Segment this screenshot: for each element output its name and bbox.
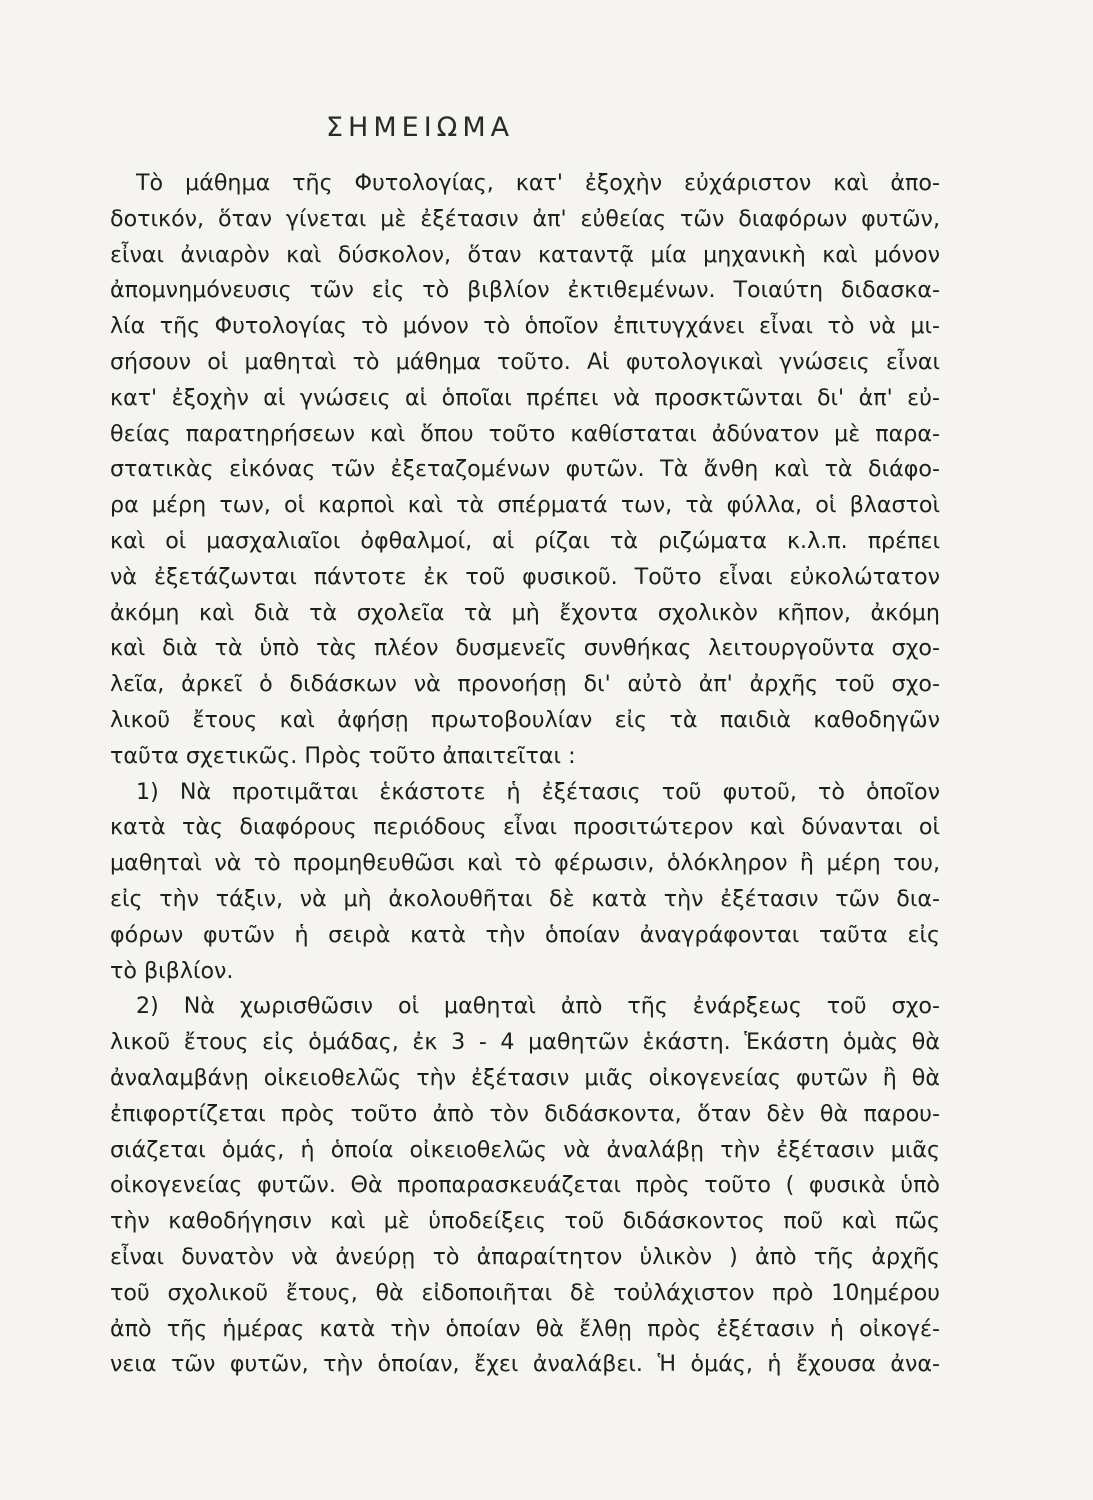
text-line: κατὰ τὰς διαφόρους περιόδους εἶναι προσιτώτερον καὶ δύνανται οἱ [110, 814, 940, 841]
text-line: ἐπιφορτίζεται πρὸς τοῦτο ἀπὸ τὸν διδάσκοντα, ὅταν δὲν θὰ παρου- [110, 1100, 940, 1127]
title-text: ΣΗΜΕΙΩΜΑ [326, 112, 515, 143]
text-line: φόρων φυτῶν ἡ σειρὰ κατὰ τὴν ὁποίαν ἀναγράφονται ταῦτα εἰς [110, 921, 940, 948]
text-line: καὶ διὰ τὰ ὑπὸ τὰς πλέον δυσμενεῖς συνθήκας λειτουργοῦντα σχο- [110, 635, 940, 662]
text-line: οἰκογενείας φυτῶν. Θὰ προπαρασκευάζεται πρὸς τοῦτο ( φυσικὰ ὑπὸ [110, 1172, 940, 1199]
text-line: λικοῦ ἔτους εἰς ὁμάδας, ἐκ 3 - 4 μαθητῶν ἑκάστη. Ἑκάστη ὁμὰς θὰ [110, 1029, 940, 1056]
text-line: ἀκόμη καὶ διὰ τὰ σχολεῖα τὰ μὴ ἔχοντα σχολικὸν κῆπον, ἀκόμη [110, 599, 940, 626]
text-line: τοῦ σχολικοῦ ἔτους, θὰ εἰδοποιῆται δὲ τοὐλάχιστον πρὸ 10ημέρου [110, 1279, 940, 1306]
text-line: λία τῆς Φυτολογίας τὸ μόνον τὸ ὁποῖον ἐπιτυγχάνει εἶναι τὸ νὰ μι- [110, 313, 940, 340]
text-line: 2) Νὰ χωρισθῶσιν οἱ μαθηταὶ ἀπὸ τῆς ἐνάρξεως τοῦ σχο- [136, 993, 940, 1020]
text-line: στατικὰς εἰκόνας τῶν ἐξεταζομένων φυτῶν. Τὰ ἄνθη καὶ τὰ διάφο- [110, 456, 940, 483]
text-line: εἶναι ἀνιαρὸν καὶ δύσκολον, ὅταν καταντᾷ μία μηχανικὴ καὶ μόνον [110, 241, 940, 268]
text-line: 1) Νὰ προτιμᾶται ἑκάστοτε ἡ ἐξέτασις τοῦ φυτοῦ, τὸ ὁποῖον [136, 778, 940, 805]
text-line: ἀναλαμβάνῃ οἰκειοθελῶς τὴν ἐξέτασιν μιᾶς οἰκογενείας φυτῶν ἢ θὰ [110, 1064, 940, 1091]
text-line: λικοῦ ἔτους καὶ ἀφήσῃ πρωτοβουλίαν εἰς τὰ παιδιὰ καθοδηγῶν [110, 706, 940, 733]
text-line: τὸ βιβλίον. [110, 957, 234, 984]
text-line: θείας παρατηρήσεων καὶ ὅπου τοῦτο καθίσταται ἀδύνατον μὲ παρα- [110, 420, 940, 447]
text-line: εἶναι δυνατὸν νὰ ἀνεύρῃ τὸ ἀπαραίτητον ὑλικὸν ) ἀπὸ τῆς ἀρχῆς [110, 1243, 940, 1270]
text-line: Τὸ μάθημα τῆς Φυτολογίας, κατ' ἐξοχὴν εὐχάριστον καὶ ἀπο- [136, 170, 940, 196]
text-line: δοτικόν, ὅταν γίνεται μὲ ἐξέτασιν ἀπ' εὐθείας τῶν διαφόρων φυτῶν, [110, 205, 940, 232]
text-line: ρα μέρη των, οἱ καρποὶ καὶ τὰ σπέρματά των, τὰ φύλλα, οἱ βλαστοὶ [110, 492, 940, 519]
text-line: κατ' ἐξοχὴν αἱ γνώσεις αἱ ὁποῖαι πρέπει νὰ προσκτῶνται δι' ἀπ' εὐ- [110, 384, 940, 411]
text-line: μαθηταὶ νὰ τὸ προμηθευθῶσι καὶ τὸ φέρωσιν, ὁλόκληρον ἢ μέρη του, [110, 850, 940, 877]
text-line: καὶ οἱ μασχαλιαῖοι ὀφθαλμοί, αἱ ρίζαι τὰ ριζώματα κ.λ.π. πρέπει [110, 527, 940, 554]
text-line: νεια τῶν φυτῶν, τὴν ὁποίαν, ἔχει ἀναλάβει. Ἡ ὁμάς, ἡ ἔχουσα ἀνα- [110, 1351, 940, 1378]
text-line: νὰ ἐξετάζωνται πάντοτε ἐκ τοῦ φυσικοῦ. Τοῦτο εἶναι εὐκολώτατον [110, 563, 940, 590]
page-title [0, 112, 1093, 143]
text-line: λεῖα, ἀρκεῖ ὁ διδάσκων νὰ προνοήσῃ δι' αὐτὸ ἀπ' ἀρχῆς τοῦ σχο- [110, 671, 940, 698]
text-line: ταῦτα σχετικῶς. Πρὸς τοῦτο ἀπαιτεῖται : [110, 742, 576, 769]
text-line: εἰς τὴν τάξιν, νὰ μὴ ἀκολουθῆται δὲ κατὰ τὴν ἐξέτασιν τῶν δια- [110, 885, 940, 912]
body-text [110, 166, 940, 1383]
text-line: σιάζεται ὁμάς, ἡ ὁποία οἰκειοθελῶς νὰ ἀναλάβῃ τὴν ἐξέτασιν μιᾶς [110, 1136, 940, 1163]
text-line: ἀπὸ τῆς ἡμέρας κατὰ τὴν ὁποίαν θὰ ἔλθῃ πρὸς ἐξέτασιν ἡ οἰκογέ- [110, 1315, 940, 1342]
text-line: τὴν καθοδήγησιν καὶ μὲ ὑποδείξεις τοῦ διδάσκοντος ποῦ καὶ πῶς [110, 1208, 940, 1235]
text-line: ἀπομνημόνευσις τῶν εἰς τὸ βιβλίον ἐκτιθεμένων. Τοιαύτη διδασκα- [110, 277, 940, 304]
text-line: σήσουν οἱ μαθηταὶ τὸ μάθημα τοῦτο. Αἱ φυτολογικαὶ γνώσεις εἶναι [110, 348, 940, 375]
